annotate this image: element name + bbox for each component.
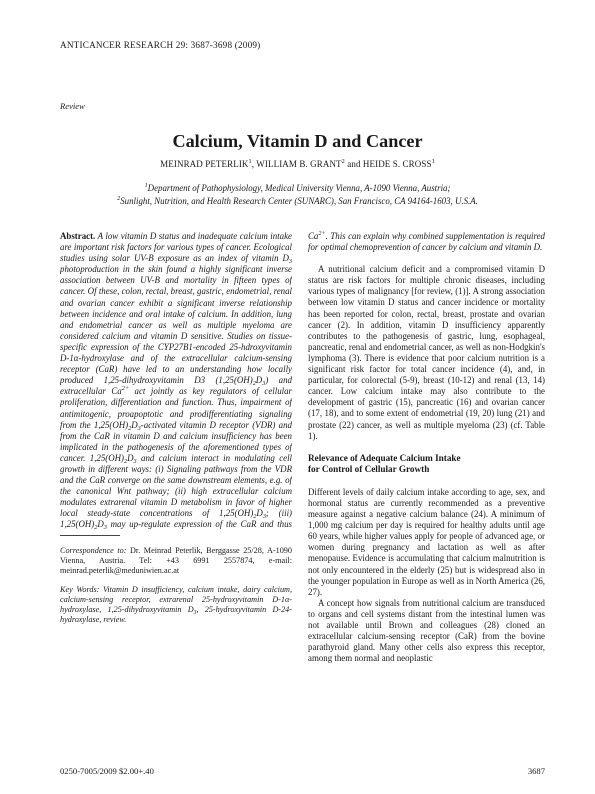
paragraph-gap	[308, 253, 545, 264]
text-run: 1	[144, 182, 148, 189]
footnote-rule	[60, 535, 120, 536]
affiliation-2: $^2$Sunlight, Nutrition, and Health Research Center (SUNARC), San Francisco, CA 94164-1603, U.S.A.	[117, 195, 478, 206]
text-run: 3	[193, 610, 197, 617]
text-run: 2+	[318, 231, 326, 237]
correspondence-note: Correspondence to: Dr. Meinrad Peterlik, Berggasse 25/28, A-1090 Vienna, Austria. Tel: +43 6991 2557874, e-mail: meinrad.peterlik@meduniwien.ac.at	[60, 546, 292, 576]
text-run: 3	[262, 380, 266, 388]
affiliation-1: $^1$Department of Pathophysiology, Medical University Vienna, A-1090 Vienna, Austria;	[144, 182, 451, 193]
right-column	[308, 231, 545, 758]
abstract-paragraph: Abstract. A low vitamin D status and inadequate calcium intake are important risk factors for various types of cancer. Ecological studies using solar UV-B exposure as an index of vitamin $D_3$ photoproduction in the skin found a highly significant inverse association between UV-B and mortality in fifteen types of cancer. Of these, colon, rectal, breast, gastric, endometrial, renal and ovarian cancer exhibit a significant inverse relationship between incidence and oral intake of calcium. In addition, lung and endometrial cancer as well as multiple myeloma are considered calcium and vitamin D sensitive. Studies on tissue-specific expression of the CYP27B1-encoded 25-hdroxyvitamin D-1α-hydroxylase and of the extracellular calcium-sensing receptor (CaR) have led to an understanding how locally produced 1,25-dihydroxyvitamin D3 $(1,25(OH)_2D_3)$ and extracellular $Ca^{2+}$ act jointly as key regulators of cellular proliferation, differentiation and function. Thus, impairment of antimitogenic, proapoptotic and prodifferentiating signaling from the $1,25(OH)_2D_3$-activated vitamin D receptor (VDR) and from the CaR in vitamin D and calcium insufficiency has been implicated in the pathogenesis of the aforementioned types of cancer. $1,25(OH)_2D_3$ and calcium interact in modulating cell growth in different ways: (i) Signaling pathways from the VDR and the CaR converge on the same downstream elements, e.g. of the canonical Wnt pathway; (ii) high extracellular calcium modulates extrarenal vitamin D metabolism in favor of higher local steady-state concentrations of $1,25(OH)_2D_3$; (iii) $1,25(OH)_2D_3$ may up-regulate expression of the CaR and thus	[60, 231, 292, 531]
page-number: 3687	[527, 766, 545, 776]
article-title: Calcium, Vitamin D and Cancer	[172, 131, 423, 151]
text-run: 1	[248, 158, 252, 165]
text-run: 3	[288, 258, 292, 266]
body-paragraph-casr: A concept how signals from nutritional calcium are transduced to organs and cell systems distant from the intestinal lumen was not available until Brown and colleagues (28) cloned an extracellular calcium-sensing receptor (CaR) from the bovine parathyroid gland. Many other cells also express this receptor, among them normal and neoplastic	[308, 597, 545, 664]
article-type: Review	[60, 101, 85, 111]
text-run: 2	[253, 513, 257, 521]
text-run: 3	[103, 524, 107, 531]
text-run: Correspondence to:	[60, 546, 127, 555]
text-run: 2+	[121, 385, 130, 393]
text-run: Key Words:	[60, 584, 100, 594]
text-run: 3	[137, 424, 141, 432]
text-run: 3	[262, 513, 266, 521]
text-run: Abstract.	[60, 231, 96, 241]
text-run: 2	[252, 380, 256, 388]
intro-paragraph: A nutritional calcium deficit and a compromised vitamin D status are risk factors for multiple chronic diseases, including various types of malignancy [for review, (1)]. A strong association between low vitamin D status and cancer incidence or mortality has been reported for colon, rectal, breast, prostate and ovarian cancer (2). In addition, vitamin D insufficiency apparently contributes to the pathogenesis of gastric, lung, esophageal, pancreatic, renal and endometrial cancer, as well as non-Hodgkin's lymphoma (3). There is evidence that poor calcium nutrition is a significant risk factor for total cancer incidence (4), and, in particular, for colorectal (5-9), breast (10-12) and renal (13, 14) cancer. Low calcium intake may also contribute to the development of gastric (15), pancreatic (16) and ovarian cancer (17, 18), and to some extent of endometrial (19, 20) lung (21) and prostate (22) cancer, as well as multiple myeloma (23) (cf. Table 1).	[308, 264, 545, 441]
text-run: 3	[133, 457, 137, 465]
text-run: 2	[117, 195, 121, 202]
footnotes	[60, 531, 292, 739]
doi-price: 0250-7005/2009 $2.00+.40	[60, 766, 154, 776]
text-run: 2	[128, 424, 132, 432]
text-run: 2	[124, 457, 128, 465]
author-line: MEINRAD PETERLIK$^1$, WILLIAM B. GRANT$^2$ and HEIDE S. CROSS$^1$	[160, 158, 435, 169]
text-run: 2	[341, 158, 345, 165]
section-heading-line-2: for Control of Cellular Growth	[308, 464, 430, 475]
section-heading-line-1: Relevance of Adequate Calcium Intake	[308, 452, 461, 463]
text-run: 2	[94, 524, 98, 531]
running-head: ANTICANCER RESEARCH 29: 3687-3698 (2009)	[60, 40, 261, 50]
keywords-note: Key Words: Vitamin D insufficiency, calcium intake, dairy calcium, calcium-sensing receptor, extrarenal 25-hydroxyvitamin D-1α-hydroxylase, 1,25-dihydroxyvitamin $D_3$, 25-hydroxyvitamin D-24-hydroxylase, review.	[60, 584, 292, 625]
body-paragraph-calcium-intake: Different levels of daily calcium intake according to age, sex, and hormonal status are currently recommended as a preventive measure against a negative calcium balance (24). A minimum of 1,000 mg calcium per day is required for healthy adults until age 60 years, while higher values apply for people of advanced age, or women during pregnancy and lactation as well as after menopause. Evidence is accumulating that calcium malnutrition is not only encountered in the elderly (25) but is widespread also in the younger population in Europe as well as in North America (26, 27).	[308, 486, 545, 597]
paragraph-gap	[308, 476, 545, 487]
text-run: 1	[431, 158, 435, 165]
left-column	[60, 231, 292, 531]
abstract-continuation: $Ca^{2+}$. This can explain why combined supplementation is required for optimal chemoprevention of cancer by calcium and vitamin D.	[308, 231, 545, 253]
paragraph-gap	[308, 442, 545, 453]
